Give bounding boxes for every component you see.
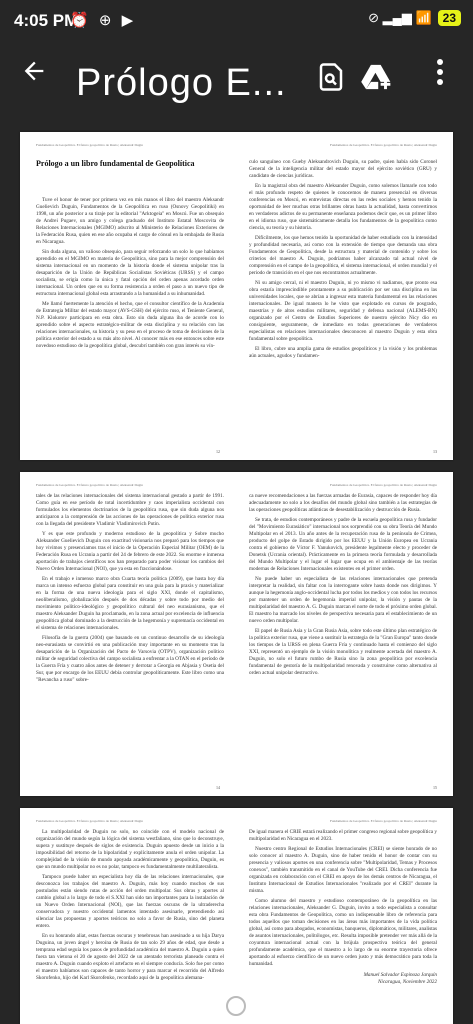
paragraph: De igual manera el CRIE estará realizando el primer congreso regional sobre geopolítica y multipolaridad en Nicaragua en el 2023.	[249, 829, 437, 842]
page-number: 14	[216, 785, 220, 790]
chapter-title: Prólogo a un libro fundamental de Geopolítica	[36, 159, 195, 168]
page-left-14	[36, 482, 224, 687]
paragraph: Tampoco puede haber un especialista hoy día de las relaciones internacionales, que desconozca los trabajos del maestro A. Duguin, más hoy cuando muchos de sus postulados están siendo rutas de acción del orden multipolar. Sus obras y aportes al cambio global a lo largo de todo el S.XXI han sido tan importantes para la instalación de un Nuevo Orden Internacional (NOI), que las fuerzas oscuras de la ultraderecha conservadora y nuestro occidental lamentos intentado asesinarle, pretendiendo así silenciar las propuestas y aportes teóricos no solo a favor de Rusia, sino del planeta entero.	[36, 874, 224, 929]
status-right-icons	[368, 10, 461, 26]
running-head: Fundamentos de Geopolítica. El futuro geopolítico de Rusia | Aleksandr Dugin	[330, 143, 437, 147]
paragraph: Nuestro centro Regional de Estudios Internacionales (CREI) se siente honrado de no solo conocer al maestro A. Duguin, sino de haber tenido el honor de contar con su presencia y valiosos aportes en una conferencia sobre "Multipolaridad, Temas y Procesos conexos", también transmitido en el canal de YouTube del CREI. Dicha conferencia fue organizada en colaboración con el CREI en apoyo de los demás centros de Nicaragua, el Instituto Internacional de Estudios Internacionales "realizado por el CREI" durante la misma.	[249, 846, 437, 894]
signature-place: Nicaragua, Noviembre 2022	[377, 979, 437, 985]
status-time: 4:05 PM	[14, 11, 79, 30]
back-arrow-icon[interactable]	[20, 56, 48, 93]
nav-home-handle[interactable]	[226, 996, 246, 1016]
paragraph: En la magistral obra del maestro Aleksander Duguin, como solemos llamarle con todo el más profundo respeto de quienes le conocemos de manera presencial en diversas conferencias en Moscú, en entrevistas directas en las redes sociales y hemos tenido la oportunidad de leer muchas otras brillantes obras hasta la actualidad, hasta convertirnos en verdaderos adictos de su permanente enseñanza podemos decir que, es un primer libro en el idioma ruso, que sistemáticamente detalla los fundamentos de la geopolítica como ciencia, su teoría y su historia.	[249, 183, 437, 231]
page-number: 12	[216, 449, 220, 454]
running-head: Fundamentos de Geopolítica. El futuro geopolítico de Rusia | Aleksandr Dugin	[330, 819, 437, 823]
page-right-17	[249, 818, 437, 986]
paragraph: En su honrando aliat, estas fuerzas oscuras y tenebrosas han asesinado a su hija Darya Duguina, un joven ángel y heroína de Rusia de tan solo 29 años de edad, que desde a temprana edad seguía los pasos de profundidad académica del maestro A. Duguin a quien fuera tan vietona el 20 de agosto del 2022 de un atentado terrorista planeado contra el maestro A. Duguin cuando exploto el artefacto en el siempre conducía. Solo fue por como el maestro habíamos son capaces de tanto horror y para marcar el recorrido del Alfredo Skorofenko, hijo del Karl Skorofenko, recordado aquí de la geopolítica alemana-	[36, 933, 224, 981]
page-spread-2	[20, 472, 453, 796]
paragraph: culo sanguíneo con Gueby Aleksandrovich Duguin, su padre, quien había sido Coronel General de la inteligencia militar del estado mayor del ejército soviético (GRU) y candidato de ciencias jurídicas.	[249, 159, 437, 179]
paragraph: Filosofía de la guerra (2004) que basando en un continuo desarrollo de su ideología neo-eurasiasta se convirtió en una publicación muy importante en su momento tras la desaparición de la Organización del Pacto de Varsovia (OTPV), organización político militar de seguridad colectiva del campo socialista a enfrentar a la OTAN en el período de la Guerra Fría y cuatro años antes de detener y derrotar a Georgia en Abjasia y Osetia del Sur, que por encargo de los EEUU debía controlar geopolíticamente. Este libro como una "Revancha a ruso" sobre-	[36, 635, 224, 683]
status-bar	[0, 0, 473, 44]
running-head: Fundamentos de Geopolítica. El futuro geopolítico de Rusia | Aleksandr Dugin	[36, 483, 143, 487]
paragraph: Difícilmente, los que hemos tenido la oportunidad de haber estudiado con la intensidad y profundidad necesaria, así como con la extensión de tiempo que demanda una obra Fundamentos de Geopolítica, desde la estructura y material de contenido y sobre los criterios del maestro A. Duguin, podríamos haber alcanzado tal actual nivel de comprensión en el campo de la geopolítica, el sistema internacional, el orden mundial y el periodo de transición en el que nos encontramos actualmente.	[249, 235, 437, 276]
paragraph: Y es que este profundo y moderno estudioso de la geopolítica y Sobre mucho Aleksander Guelievich Duguin con exactitud visionaria nos preparó para los tiempos que hoy vivimos y presenciamos tras el inicio de la Operación Especial Militar (OEM) de la Federación Rusa en Ucrania a partir del 24 de febrero de este 2022. Su enorme e inmensa aportación de trabajos científicos nos han preparado para poder visionar los cambios del Nuevo Orden Internacional (NOI), que ya esta en fraccionándose.	[36, 531, 224, 572]
pdf-viewer-toolbar	[0, 44, 473, 120]
page-right-15	[249, 482, 437, 680]
page-number: 13	[433, 449, 437, 454]
running-head: Fundamentos de Geopolítica. El futuro geopolítico de Rusia | Aleksandr Dugin	[36, 143, 143, 147]
page-left-16	[36, 818, 224, 985]
paragraph: Sin duda alguna, un valioso obsequio, para seguir reforzando un solo lo que habíamos aprendido en el MGIMO en materia de Geopolítica, sino para la mejor comprensión del sistema internacional en un momento de la historia donde el sistema unipolar tras la desaparición de la Unión de Repúblicas Socialistas Soviéticas (URSS) y el campo socialista, se erigía como la única y fatal opción del orden apenas acordado orden internacional. Un orden que en su forma resistencia a orden el paso a un nuevo tipo de estructura internacional global esta arrastrando a la humanidad a su inhumanidad.	[36, 249, 224, 297]
paragraph: tales de las relaciones internacionales del sistema internacional gestado a partir de 1991. Como guía en ese período de total incertidumbre y caos imperialista occidental con formulados los elementos doctrinarios de la geopolítica rusa, que sin duda alguna nos anticiparon a la comprensión de las acciones de las operaciones de política exterior rusa con la llegada del presidente Vladimir Vladimirovich Putin.	[36, 493, 224, 527]
battery-icon: 23	[438, 10, 461, 26]
page-spread-1	[20, 132, 453, 460]
paragraph: Ni su amigo cercal, ni el maestro Duguin, ni yo mismo vi nadiamos, que pronto esa obra estaría imprescindible prontamente a su publicación por ser una disciplina en las universidades locales, que se abrían a ingresar esta materia fundamental en las relaciones internacionales. De igual manera lo he visto que explotado en cursos de posgrado, maestrías y de altos estudios militares, seguridad y defensa nacional (ALEMS-BN) organizado por el Centro de Estudios Superiores de nuestro ejército Nicy dio en consiguiente, seguramente, de inmediato en todas generaciones de verdaderos especialistas en relaciones internacionales desconocen al maestro Duguin y esta obra fundamental sobre geopolítica.	[249, 280, 437, 342]
paragraph: Me llamó fuertemente la atención el hecho, que el consultor científico de la Academia de Estrategia Militar del estado mayor (AVS-GSH) del ejército ruso, el Teniente General, N.P. Klokotov participara en esta obra. Esto sin duda alguna iba de acorde con lo aprendido sobre el aspecto estratégico-militar de esta disciplina y su relación con las relaciones internacionales, su historia y su peso en el proceso de toma de decisiones de la política exterior del estado a su más alto nivel. Al conocer más en ese entonces sobre este novedoso estudioso de la geopolítica global, descubrí también con gran interés su vín-	[36, 301, 224, 349]
signature-name: Manuel Salvador Espinoza Jarquín	[363, 972, 437, 978]
page-left-12	[36, 142, 224, 353]
running-head: Fundamentos de Geopolítica. El futuro geopolítico de Rusia | Aleksandr Dugin	[36, 819, 143, 823]
document-title: Prólogo E...	[76, 62, 287, 104]
paragraph: El papel de Rusia Asia y la Gran Rusia Asia, sobre todo este último plan estratégico de la política exterior rusa, que viene a sustituir la estrategia de la "Gran Europa" tanto donde los tiempos de la URSS en plena Guerra Fría y continuado hasta el comienzo del siglo XXI, representó un ejemplo de la visión monolítica y realmente acertada del maestro A. Duguin, no solo el futuro rumbo de Rusia sino la zona geopolítica por excelencia fundamental de gestoría de la multipolaridad renovada y construirse como alternativa al orden actual unipolar destructivo.	[249, 628, 437, 676]
paragraph: Tuve el honor de tener por primera vez en mis manos el libro del maestro Aleksandr Guelievich Duguin, Fundamentos de la Geopolítica en ruso (Osnovy Geopolitiki) en 1998, un año posterior a su tiraje por la editorial "Arktogeia" en Moscú. Fue un obsequio de Andrei Pugaev, un amigo y colega graduado del Instituto Estatal Moscovita de Relaciones Internacionales (MGIMO) adscrito al Ministerio de Relaciones Exteriores de la Federación Rusa, quien en ese año ocupaba el cargo de cónsul en la embajada de Rusia en Nicaragua.	[36, 197, 224, 245]
page-spread-3	[20, 808, 453, 1024]
document-search-icon[interactable]	[316, 62, 348, 94]
paragraph: Como alumno del maestro y estudioso contemporáneo de la geopolítica en las relaciones internacionales, Aleksander G. Duguin, invito a todo especialista a consultar esta obra Fundamentos de Geopolítica, como un indispensable libro de referencia para todos aquellos que toman decisiones en las áreas más importantes de la vida política global, así como para abogados, economistas, banqueros, diplomáticos, militares, analistas de asuntos internacionales, politólogos, etc. Resulta imposible pretender ver más allá de la coyuntura internacional actual con la brújula prospectiva teórica del general profundamente académica, que el maestro a lo largo de su enorme trayectoria ofrece aportando al esfuerzo científico de un nuevo orden justo y más democrático para toda la humanidad.	[249, 898, 438, 967]
paragraph: ca nueve recomendaciones a las fuerzas armadas de Eurasia, capaces de responder hoy día adecuadamente no solo a los desafíos del mundo global sino también a las estrategias de las operaciones geopolíticas atlánticas de desestabilización y destrucción de Rusia.	[249, 493, 437, 513]
page-right-13	[249, 142, 437, 363]
paragraph: La multipolaridad de Duguin no solo, no coincide con el modelo nacional de organización del mundo según la lógica del sistema westfaliano, sino que lo deconstruye, supera y sustituye después de siglos de existencia. Duguin apuesto desde un inicio a la imposibilidad del retorno de la bipolaridad y explícitamente anula el orden unipolar. La complejidad de la visión de mundo apoyada académicamente y geopolítica, Duguin, es que un mundo multipolar no es no polar, tampoco es fundamentalmente multilateralista.	[36, 829, 224, 870]
notification-icons: ⏰ ⊕ ▶	[70, 12, 137, 29]
page-number: 15	[433, 785, 437, 790]
signal-wifi-icons: ⊘ ▂▄▆ 📶	[368, 10, 432, 25]
add-to-drive-icon[interactable]	[360, 62, 392, 94]
paragraph: Se trata, de estudios contemporáneos y padre de la escuela geopolítica rusa y fundador del "Movimiento Eurasiático" internacional nos sorprendió con su obra Teoría del Mundo Multipolar en el 2013. Un año antes de la recuperación rusa de la península de Crimea, producto del golpe de Estado dirigido por los EEUU y la Unión Europea en Ucrania contra el gobierno de Víctor F. Yanukovich, presidente legalmente electo y proceder de Donetsk (Ucrania oriental). Prácticamente en la primera teoría formulada y desarrollada del Mundo Multipolar y el lugar el lugar que ocupa en el ambientaje de las teorías modernas de Relaciones Internacionales existentes en el primer orden.	[249, 517, 437, 572]
paragraph: En el trabajo e inmenso marco obra Cuarta teoría política (2009), que hasta hoy día marca un intenso esfuerzo global para constituir en una guía para la praxis y materializar en la forma de una nueva ideología para el siglo XXI, donde el capitalismo, neoliberalismo, globalización después de dos décadas y sobre todo por medio del movimiento político-ideológico y geopolítico cultural del neo eurasianismo, que el maestro Aleksander Duguin ha proclamado, en la zona actual por excelencia de influencia geopolítica global dominado a la destrucción de la hegemonía y supremacía occidental en el sistema de relaciones internacionales.	[36, 576, 224, 631]
paragraph: El libro, cubre una amplia gama de estudios geopolíticos y la visión y los problemas aún actuales, agudos y fundamen-	[249, 346, 437, 359]
more-vert-icon[interactable]	[430, 58, 450, 90]
running-head: Fundamentos de Geopolítica. El futuro geopolítico de Rusia | Aleksandr Dugin	[330, 483, 437, 487]
paragraph: No puede haber un especialista de las relaciones internacionales que pretenda interpretar la realidad, sin faltar con la interrogante sobre hasta donde nos dirigimos. Y aunque la hegemonía anglo-occidental lucha por todos los medios y con todos los recursos por mantener un orden de hegemonía imperial unipolar, la visión y pautas de la multipolaridad del maestro A. G. Duguin marcan el norte de todo el próximo orden global. El maestro ha marcado los niveles de perspectiva necesaria para el establecimiento de un nuevo orden multipolar.	[249, 576, 438, 624]
